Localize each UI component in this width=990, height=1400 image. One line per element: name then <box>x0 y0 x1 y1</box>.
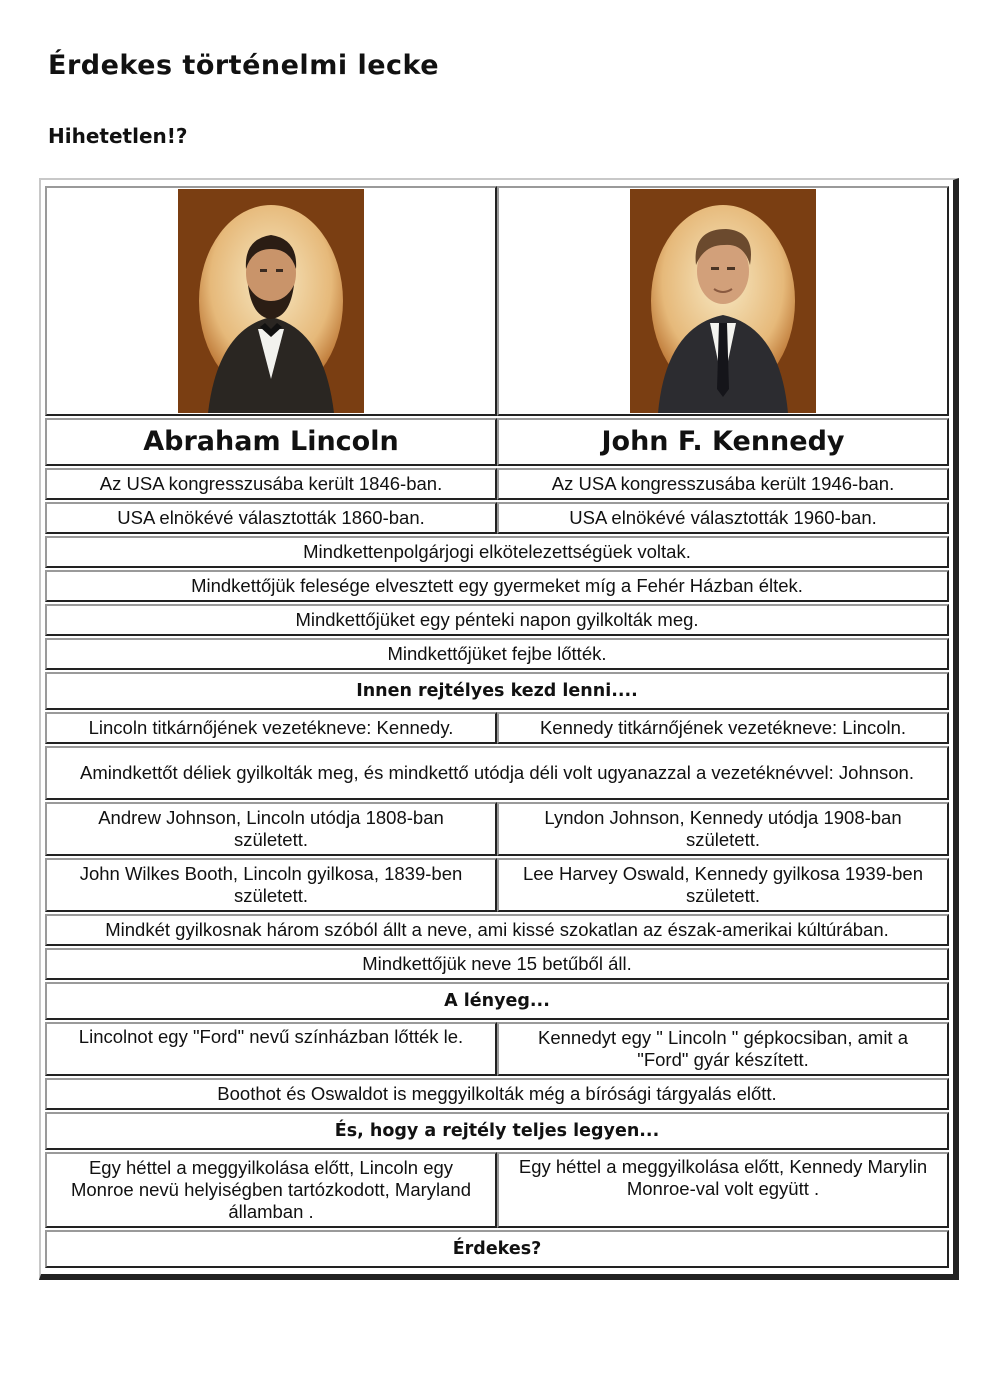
table-row <box>45 712 949 744</box>
lincoln-secretary: Lincoln titkárnőjének vezetékneve: Kennedy. <box>45 712 497 744</box>
kennedy-congress: Az USA kongresszusába került 1946-ban. <box>497 468 949 500</box>
table-row <box>45 802 949 856</box>
killed-before-trial-fact: Boothot és Oswaldot is meggyilkolták még a bírósági tárgyalás előtt. <box>45 1078 949 1110</box>
table-row <box>45 1152 949 1228</box>
kennedy-president: USA elnökévé választották 1960-ban. <box>497 502 949 534</box>
table-row <box>45 858 949 912</box>
civil-rights-fact: Mindkettenpolgárjogi elkötelezettségüek voltak. <box>45 536 949 568</box>
table-row <box>45 746 949 800</box>
kennedy-secretary: Kennedy titkárnőjének vezetékneve: Lincoln. <box>497 712 949 744</box>
lincoln-assassin: John Wilkes Booth, Lincoln gyilkosa, 1839-ben született. <box>45 858 497 912</box>
letters-fact: Mindkettőjük neve 15 betűből áll. <box>45 948 949 980</box>
kennedy-assassin: Lee Harvey Oswald, Kennedy gyilkosa 1939-ben született. <box>497 858 949 912</box>
lincoln-portrait-cell <box>45 186 497 416</box>
lincoln-portrait-icon <box>178 189 364 413</box>
table-row <box>45 570 949 602</box>
kennedy-successor: Lyndon Johnson, Kennedy utódja 1908-ban született. <box>497 802 949 856</box>
table-row <box>45 914 949 946</box>
lincoln-monroe: Egy héttel a meggyilkolása előtt, Lincoln egy Monroe nevü helyiségben tartózkodott, Maryland államban . <box>45 1152 497 1228</box>
comparison-table-frame <box>39 178 959 1280</box>
table-row <box>45 536 949 568</box>
southerners-fact: Amindkettőt déliek gyilkolták meg, és mindkettő utódja déli volt ugyanazzal a vezetéknévvel: Johnson. <box>45 746 949 800</box>
heading-mysterious: Innen rejtélyes kezd lenni.... <box>45 672 949 710</box>
heading-essence: A lényeg... <box>45 982 949 1020</box>
table-row <box>45 1078 949 1110</box>
kennedy-name: John F. Kennedy <box>497 418 949 466</box>
heading-complete: És, hogy a rejtély teljes legyen... <box>45 1112 949 1150</box>
table-row <box>45 1022 949 1076</box>
table-row <box>45 502 949 534</box>
kennedy-portrait-icon <box>630 189 816 413</box>
kennedy-monroe: Egy héttel a meggyilkolása előtt, Kennedy Marylin Monroe-val volt együtt . <box>497 1152 949 1228</box>
table-row <box>45 604 949 636</box>
section-heading-row <box>45 982 949 1020</box>
page-title: Érdekes történelmi lecke <box>48 50 440 81</box>
portrait-row <box>45 186 949 416</box>
comparison-table <box>45 184 949 1270</box>
table-row <box>45 638 949 670</box>
child-fact: Mindkettőjük felesége elvesztett egy gyermeket míg a Fehér Házban éltek. <box>45 570 949 602</box>
section-heading-row <box>45 1230 949 1268</box>
lincoln-name: Abraham Lincoln <box>45 418 497 466</box>
friday-fact: Mindkettőjüket egy pénteki napon gyilkolták meg. <box>45 604 949 636</box>
lincoln-successor: Andrew Johnson, Lincoln utódja 1808-ban született. <box>45 802 497 856</box>
lincoln-ford: Lincolnot egy "Ford" nevű színházban lőtték le. <box>45 1022 497 1076</box>
name-row <box>45 418 949 466</box>
kennedy-ford: Kennedyt egy " Lincoln " gépkocsiban, amit a "Ford" gyár készített. <box>497 1022 949 1076</box>
page-subtitle: Hihetetlen!? <box>48 124 188 148</box>
kennedy-portrait-cell <box>497 186 949 416</box>
table-row <box>45 948 949 980</box>
section-heading-row <box>45 1112 949 1150</box>
head-shot-fact: Mindkettőjüket fejbe lőtték. <box>45 638 949 670</box>
three-words-fact: Mindkét gyilkosnak három szóból állt a neve, ami kissé szokatlan az észak-amerikai kúltúrában. <box>45 914 949 946</box>
table-row <box>45 468 949 500</box>
lincoln-congress: Az USA kongresszusába került 1846-ban. <box>45 468 497 500</box>
lincoln-president: USA elnökévé választották 1860-ban. <box>45 502 497 534</box>
heading-interesting: Érdekes? <box>45 1230 949 1268</box>
section-heading-row <box>45 672 949 710</box>
